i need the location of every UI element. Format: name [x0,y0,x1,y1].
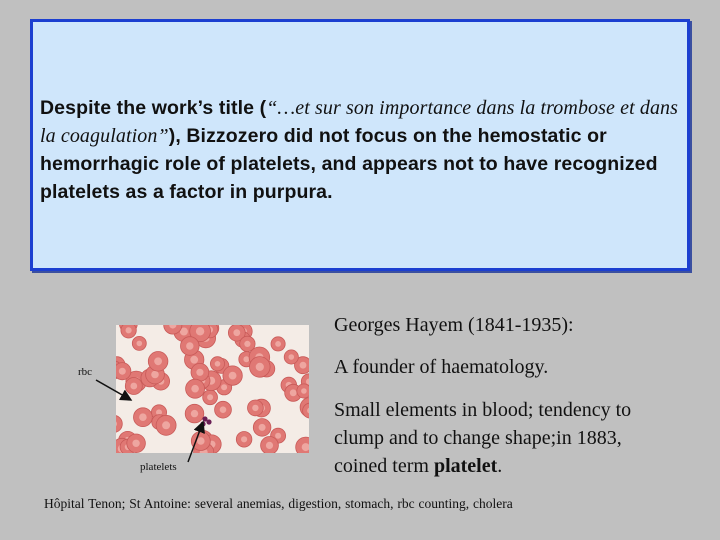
hayem-desc-suffix: . [497,455,503,477]
rbc-label: rbc [78,366,93,378]
quote-part1: Despite the work’s title ( [40,97,267,119]
hayem-founder: A founder of haematology. [334,356,549,378]
hayem-desc-term: platelet [433,455,498,477]
hayem-title: Georges Hayem (1841-1935): [334,314,574,336]
quote-part2: ), Bizzozero did not focus on the hemostatic or hemorrhagic role of platelets, and appears not to have recognized platelets as a factor in purpura. [40,125,658,203]
footer-note: Hôpital Tenon; St Antoine: several anemias, digestion, stomach, rbc counting, cholera [44,496,513,511]
platelets-arrow [188,422,203,462]
hayem-desc-prefix: Small elements in blood; tendency to clump and to change shape;in 1883, coined term [334,399,632,477]
rbc-arrow [96,380,131,400]
hayem-description [334,396,679,480]
quote-italic-title: “…et sur son importance dans la trombose et dans la coagulation” [40,97,679,147]
platelets-label: platelets [140,461,177,473]
